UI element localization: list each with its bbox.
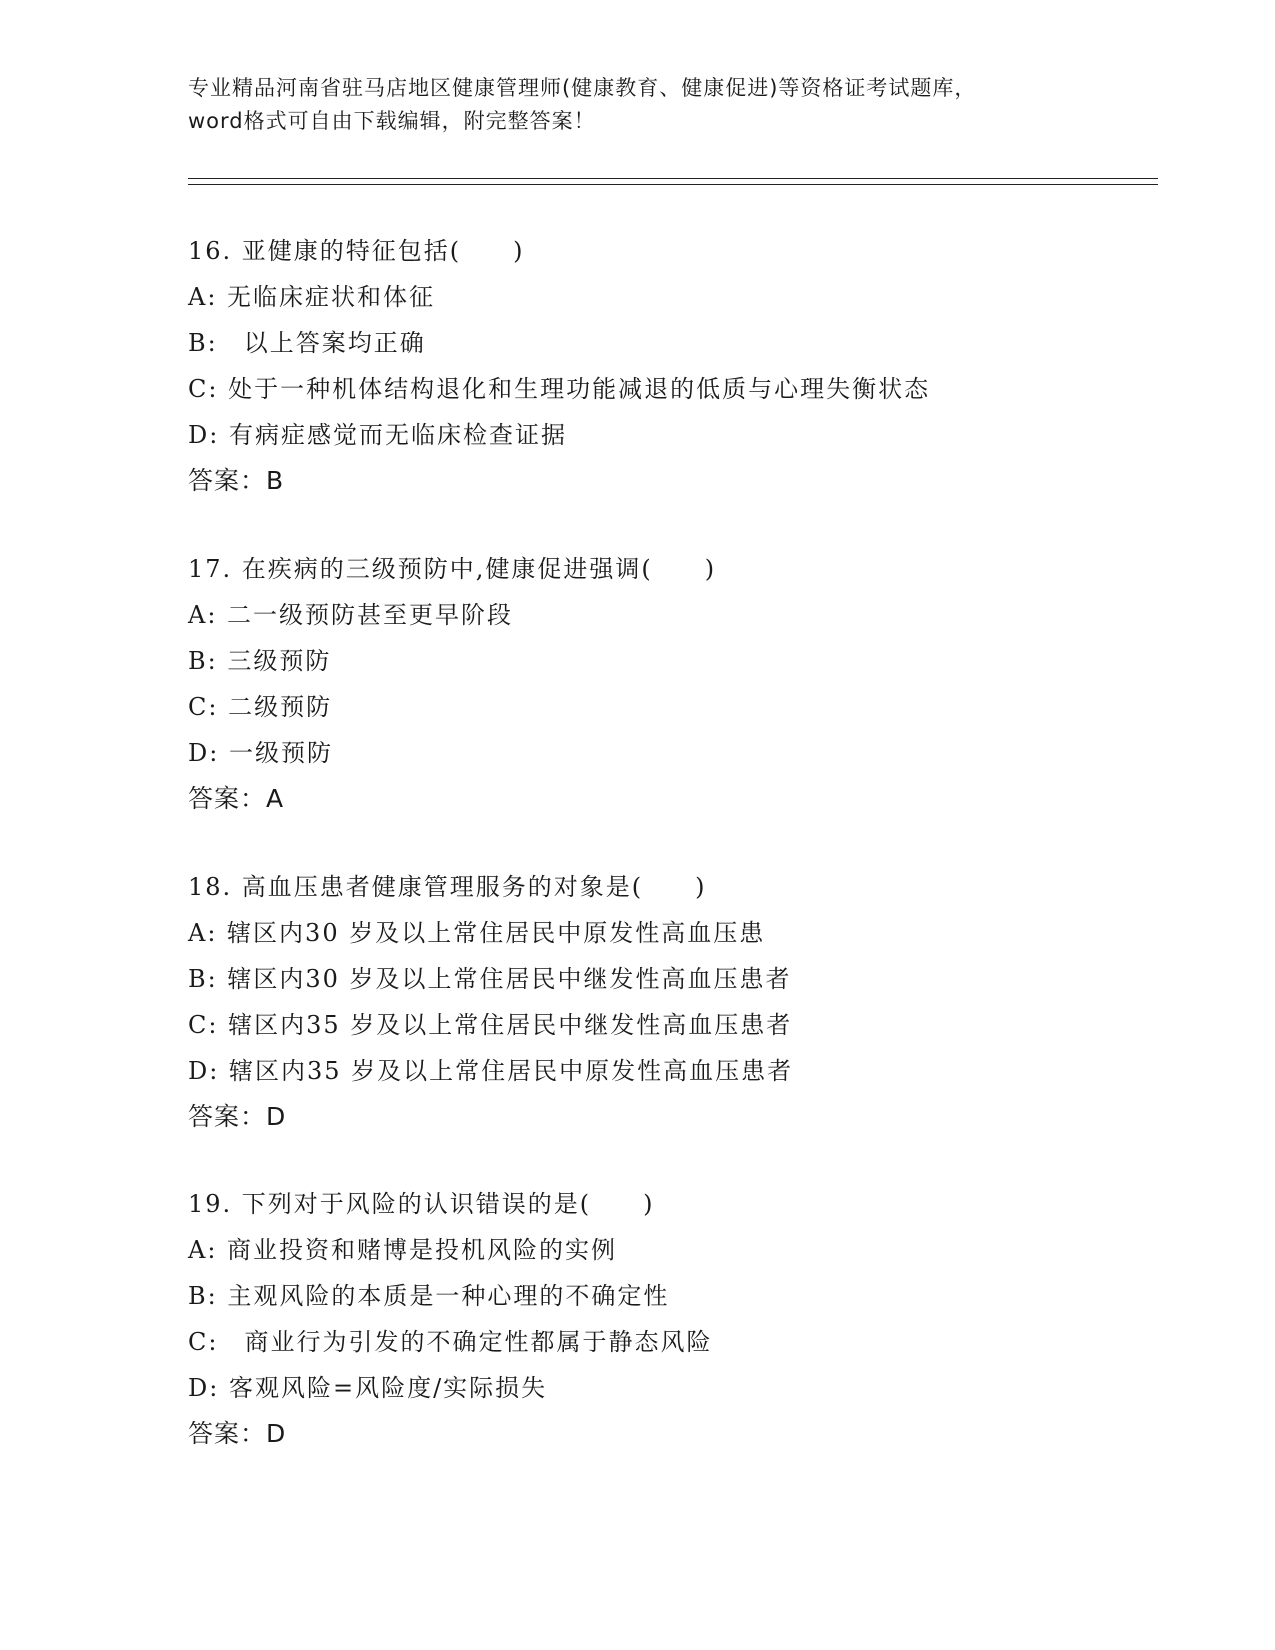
header-line-2: word格式可自由下载编辑，附完整答案！	[188, 109, 596, 133]
question-stem: 18. 高血压患者健康管理服务的对象是( )	[188, 873, 707, 901]
answer: 答案：D	[188, 1419, 287, 1448]
answer: 答案：D	[188, 1102, 287, 1131]
answer: 答案：B	[188, 466, 285, 495]
option-d: D: 有病症感觉而无临床检查证据	[188, 421, 567, 449]
question-stem: 17. 在疾病的三级预防中,健康促进强调( )	[188, 555, 717, 583]
question-stem: 19. 下列对于风险的认识错误的是( )	[188, 1190, 655, 1218]
option-c: C: 处于一种机体结构退化和生理功能减退的低质与心理失衡状态	[188, 375, 931, 403]
header-divider	[188, 178, 1158, 185]
question-19	[188, 1181, 1088, 1457]
answer: 答案：A	[188, 784, 285, 813]
option-a: A: 二一级预防甚至更早阶段	[188, 601, 514, 629]
option-b: B: 以上答案均正确	[188, 329, 426, 357]
option-c: C: 辖区内35 岁及以上常住居民中继发性高血压患者	[188, 1011, 793, 1039]
option-b: B: 三级预防	[188, 647, 332, 675]
option-d: D: 客观风险=风险度/实际损失	[188, 1374, 548, 1402]
option-c: C: 二级预防	[188, 693, 333, 721]
option-c: C: 商业行为引发的不确定性都属于静态风险	[188, 1328, 713, 1356]
question-17	[188, 546, 1088, 822]
question-16	[188, 228, 1088, 504]
option-b: B: 辖区内30 岁及以上常住居民中继发性高血压患者	[188, 965, 792, 993]
option-d: D: 辖区内35 岁及以上常住居民中原发性高血压患者	[188, 1057, 794, 1085]
option-a: A: 无临床症状和体征	[188, 283, 436, 311]
question-18	[188, 864, 1088, 1140]
document-header	[188, 72, 1088, 138]
option-d: D: 一级预防	[188, 739, 333, 767]
option-a: A: 商业投资和赌博是投机风险的实例	[188, 1236, 618, 1264]
question-stem: 16. 亚健康的特征包括( )	[188, 237, 525, 265]
option-a: A: 辖区内30 岁及以上常住居民中原发性高血压患	[188, 919, 766, 947]
header-line-1: 专业精品河南省驻马店地区健康管理师(健康教育、健康促进)等资格证考试题库，	[188, 76, 977, 100]
option-b: B: 主观风险的本质是一种心理的不确定性	[188, 1282, 670, 1310]
